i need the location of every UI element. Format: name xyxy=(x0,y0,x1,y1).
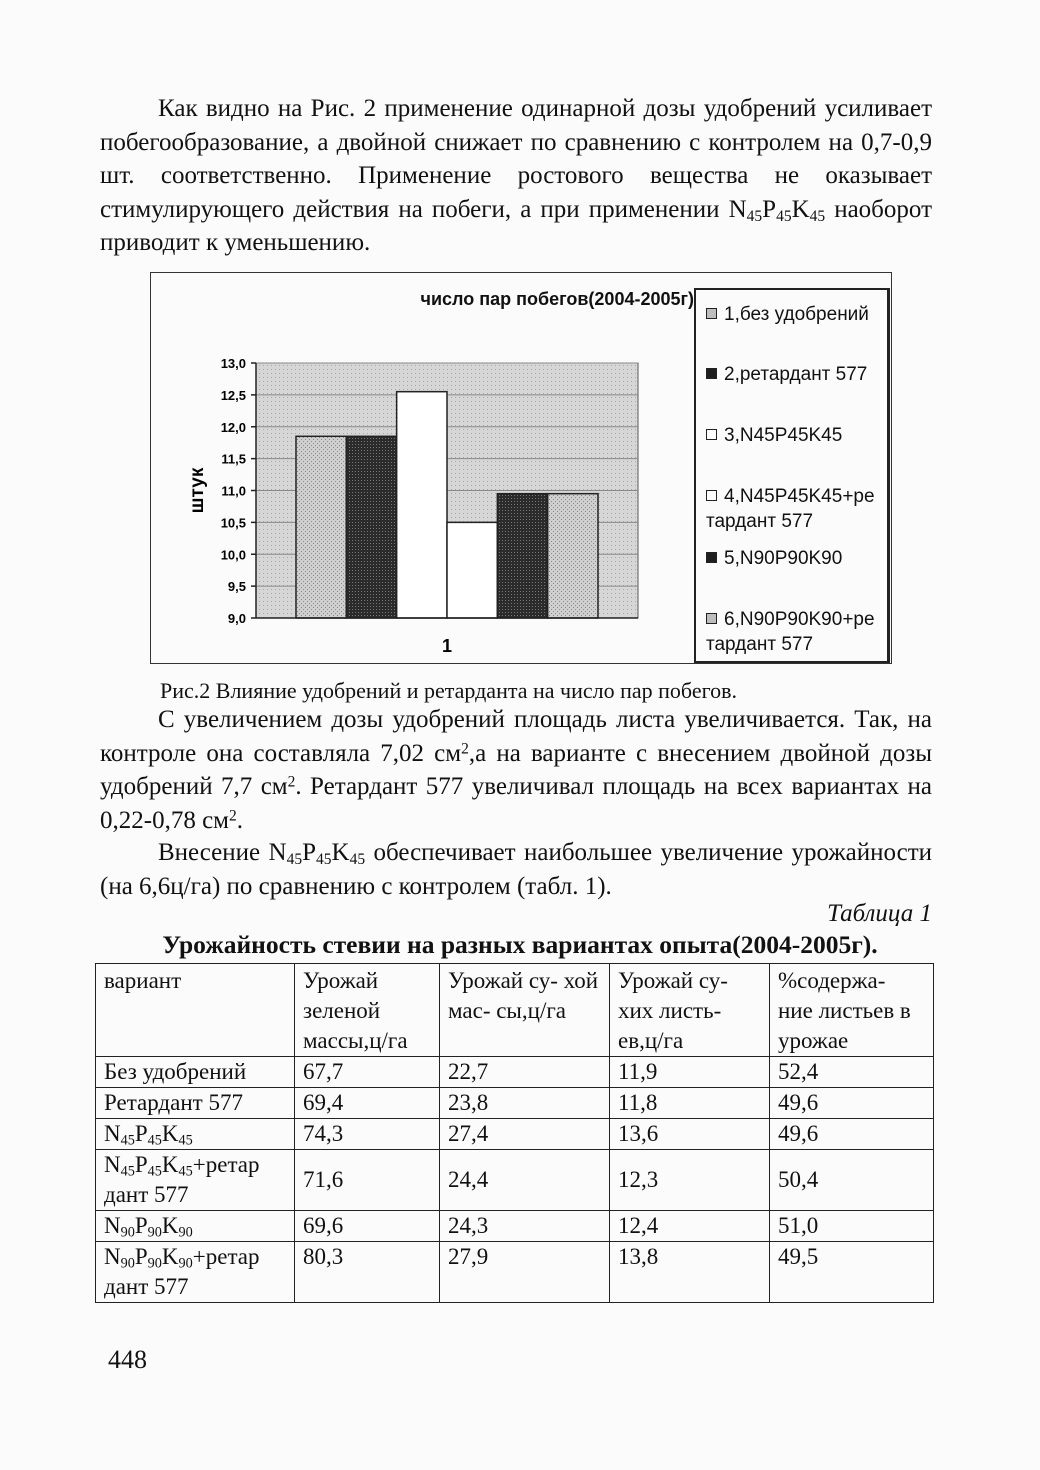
y-tick-label: 11,5 xyxy=(221,451,246,467)
legend-swatch xyxy=(706,552,717,563)
y-axis-label: штук xyxy=(187,467,208,514)
legend-item xyxy=(706,546,888,571)
table-row xyxy=(96,1150,934,1211)
cell-leaves: 13,8 xyxy=(610,1242,770,1303)
legend-item xyxy=(706,362,888,387)
cell-leaves: 12,4 xyxy=(610,1211,770,1242)
legend-swatch xyxy=(706,368,717,379)
cell-variant: Ретардант 577 xyxy=(96,1088,295,1119)
cell-green: 74,3 xyxy=(295,1119,440,1150)
paragraph-intro xyxy=(100,92,932,260)
chart-legend xyxy=(694,288,890,663)
cell-leaves: 13,6 xyxy=(610,1119,770,1150)
legend-swatch xyxy=(706,308,717,319)
cell-variant: $N_{45}P_{45}K_{45}+ретар$ дант 577 xyxy=(96,1150,295,1211)
tick-labels xyxy=(221,356,246,626)
legend-label: 6,N90P90K90+ре тардант 577 xyxy=(706,609,875,655)
legend-label: 5,N90P90K90 xyxy=(724,548,843,569)
paragraph-leaf-area: С увеличением дозы удобрений площадь листа увеличивается. Так, на контроле она составляла 7,02 $см^2,а$ на варианте с внесением двойной дозы удобрений 7,7 $см^2$. Ретардант 577 увеличивал площадь на всех вариантах на 0,22-0,78 $см^2$. xyxy=(100,706,933,834)
cell-pct: 51,0 xyxy=(770,1211,934,1242)
bar-series-4 xyxy=(447,522,497,618)
table-row xyxy=(96,1119,934,1150)
y-tick-label: 10,0 xyxy=(220,547,246,563)
bar-series-5 xyxy=(497,494,547,618)
chart-figure xyxy=(150,272,892,664)
cell-dry: 27,4 xyxy=(440,1119,610,1150)
legend-swatch xyxy=(706,613,717,624)
legend-item xyxy=(706,423,888,448)
cell-pct: 50,4 xyxy=(770,1150,934,1211)
table-row xyxy=(96,1211,934,1242)
header-dry-leaves: Урожай су- хих листь- ев,ц/га xyxy=(610,964,770,1057)
y-tick-label: 11,0 xyxy=(221,483,246,499)
cell-pct: 49,6 xyxy=(770,1119,934,1150)
table-row xyxy=(96,1242,934,1303)
table-row xyxy=(96,1088,934,1119)
y-tick-label: 10,5 xyxy=(220,515,246,531)
paragraph-text: наоборот приводит к уменьшению. xyxy=(100,195,932,256)
cell-leaves: 11,8 xyxy=(610,1088,770,1119)
header-dry-mass: Урожай су- хой мас- сы,ц/га xyxy=(440,964,610,1057)
cell-dry: 24,3 xyxy=(440,1211,610,1242)
cell-leaves: 12,3 xyxy=(610,1150,770,1211)
chart-title: число пар побегов(2004-2005г) xyxy=(420,289,694,309)
formula-npk: $N_{45}P_{45}K_{45}$ xyxy=(728,195,826,225)
cell-green: 69,4 xyxy=(295,1088,440,1119)
legend-swatch xyxy=(706,429,717,440)
cell-dry: 22,7 xyxy=(440,1057,610,1088)
cell-pct: 49,6 xyxy=(770,1088,934,1119)
bar-series-6 xyxy=(548,494,598,618)
cell-leaves: 11,9 xyxy=(610,1057,770,1088)
table-row xyxy=(96,1057,934,1088)
cell-green: 69,6 xyxy=(295,1211,440,1242)
legend-swatch xyxy=(706,490,717,501)
table-header-row xyxy=(96,964,934,1057)
cell-green: 67,7 xyxy=(295,1057,440,1088)
cell-pct: 52,4 xyxy=(770,1057,934,1088)
cell-green: 71,6 xyxy=(295,1150,440,1211)
cell-variant: $N_{45}P_{45}K_{45}$ xyxy=(96,1119,295,1150)
legend-label: 1,без удобрений xyxy=(724,304,869,325)
bar-series-1 xyxy=(296,436,346,618)
legend-label: 4,N45P45K45+ре тардант 577 xyxy=(706,486,875,532)
paragraph-yield: Внесение $N_{45}P_{45}K_{45}$ обеспечивает наибольшее увеличение урожайности (на 6,6ц/га) по сравнению с контролем (табл. 1). xyxy=(100,839,933,900)
legend-item xyxy=(706,607,888,657)
cell-dry: 24,4 xyxy=(440,1150,610,1211)
cell-dry: 23,8 xyxy=(440,1088,610,1119)
legend-item xyxy=(706,484,888,534)
cell-variant: $N_{90}P_{90}K_{90}$ xyxy=(96,1211,295,1242)
y-tick-label: 13,0 xyxy=(220,356,246,371)
y-tick-label: 12,5 xyxy=(220,387,246,403)
table-label: Таблица 1 xyxy=(827,900,932,927)
header-leaf-percent: %содержа- ние листьев в урожае xyxy=(770,964,934,1057)
y-tick-label: 9,0 xyxy=(227,611,246,626)
legend-item xyxy=(706,302,888,327)
y-tick-label: 12,0 xyxy=(220,419,246,435)
header-variant: вариант xyxy=(96,964,295,1057)
yield-table xyxy=(95,963,934,1303)
page-number: 448 xyxy=(108,1345,147,1374)
legend-label: 2,ретардант 577 xyxy=(724,364,868,385)
bar-series-3 xyxy=(397,392,447,618)
cell-green: 80,3 xyxy=(295,1242,440,1303)
header-green-mass: Урожай зеленой массы,ц/га xyxy=(295,964,440,1057)
x-category-label: 1 xyxy=(441,636,453,656)
cell-dry: 27,9 xyxy=(440,1242,610,1303)
legend-label: 3,N45P45K45 xyxy=(724,425,843,446)
bar-series-2 xyxy=(346,436,396,618)
y-tick-label: 9,5 xyxy=(227,579,246,595)
cell-variant: $N_{90}P_{90}K_{90}+ретар$ дант 577 xyxy=(96,1242,295,1303)
cell-variant: Без удобрений xyxy=(96,1057,295,1088)
cell-pct: 49,5 xyxy=(770,1242,934,1303)
paragraph-text: Как видно на Рис. 2 применение одинарной дозы удобрений усиливает побегообразование, а двойной снижает по сравнению с контролем на 0,7-0,9 шт. соответственно. Применение ростового вещества не оказывает стимулирующего действия на побеги, а при применении xyxy=(100,95,932,223)
table-title: Урожайность стевии на разных вариантах опыта(2004-2005г). xyxy=(162,930,878,959)
formula-npk: $N_{45}P_{45}K_{45}$ xyxy=(268,839,366,868)
figure-caption: Рис.2 Влияние удобрений и ретарданта на число пар побегов. xyxy=(160,678,737,703)
